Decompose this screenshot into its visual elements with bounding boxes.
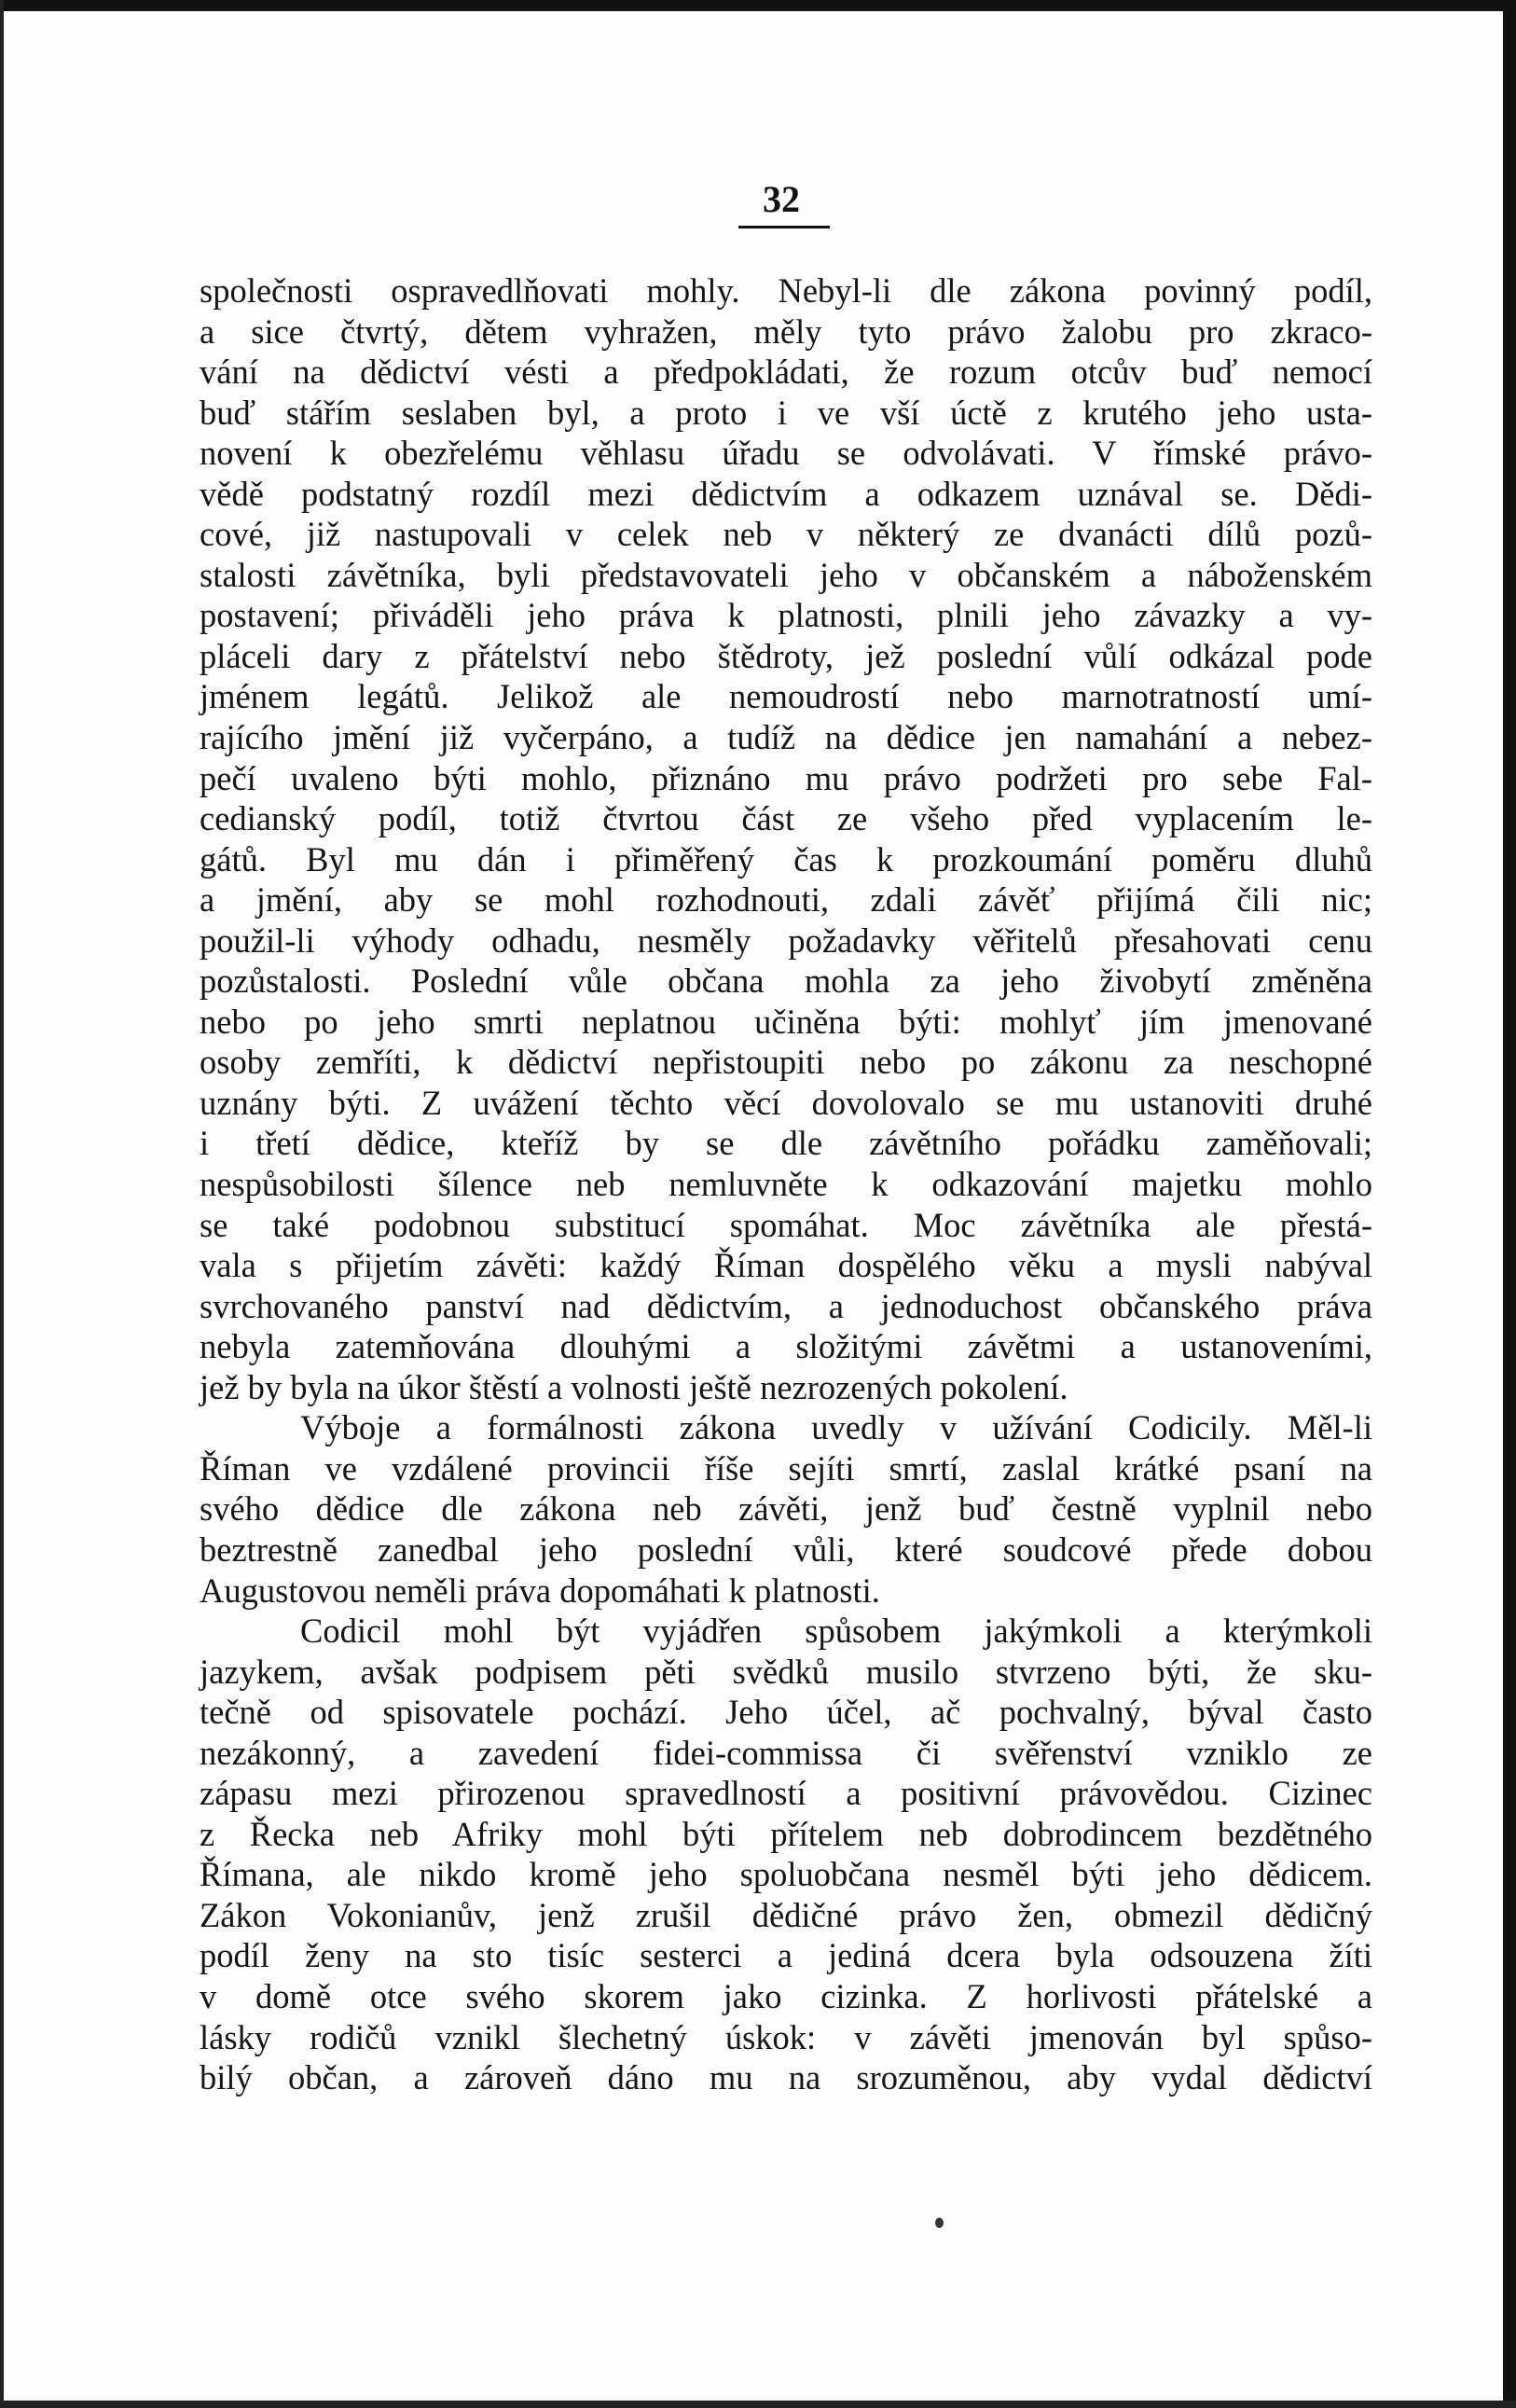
text-line: osoby zemříti, k dědictví nepřistoupiti nebo po zákonu za neschopné <box>200 1043 1372 1082</box>
text-line: tečně od spisovatele pochází. Jeho účel, ač pochvalný, býval často <box>200 1693 1372 1732</box>
text-line: buď stářím seslaben byl, a proto i ve vší úctě z krutého jeho usta- <box>200 393 1372 432</box>
text-line: použil-li výhody odhadu, nesměly požadavky věřitelů přesahovati cenu <box>200 920 1372 960</box>
text-line: Výboje a formálnosti zákona uvedly v užívání Codicily. Měl-li <box>300 1408 1372 1447</box>
scan-border-left <box>0 0 4 2408</box>
text-line: Codicil mohl být vyjádřen spůsobem jakýmkoli a kterýmkoli <box>300 1612 1372 1651</box>
text-line: společnosti ospravedlňovati mohly. Nebyl-li dle zákona povinný podíl, <box>200 271 1372 310</box>
text-line: rajícího jmění již vyčerpáno, a tudíž na dědice jen namahání a nebez- <box>200 718 1372 757</box>
text-line: se také podobnou substitucí spomáhat. Moc závětníka ale přestá- <box>200 1205 1372 1244</box>
text-line: z Řecka neb Afriky mohl býti přítelem neb dobrodincem bezdětného <box>200 1814 1372 1853</box>
page-number-rule <box>738 226 830 228</box>
text-line: nebyla zatemňována dlouhými a složitými závětmi a ustanoveními, <box>200 1327 1372 1366</box>
text-line: jež by byla na úkor štěstí a volnosti ještě nezrozených pokolení. <box>200 1367 1068 1406</box>
text-line: novení k obezřelému věhlasu úřadu se odvolávati. V římské právo- <box>200 434 1372 473</box>
text-line: podíl ženy na sto tisíc sesterci a jediná dcera byla odsouzena žíti <box>200 1936 1372 1975</box>
text-line: cedianský podíl, totiž čtvrtou část ze všeho před vyplacením le- <box>200 799 1372 838</box>
text-line: vědě podstatný rozdíl mezi dědictvím a odkazem uznával se. Dědi- <box>200 474 1372 513</box>
text-line: bilý občan, a zároveň dáno mu na srozuměnou, aby vydal dědictví <box>200 2058 1372 2097</box>
text-line: uznány býti. Z uvážení těchto věcí dovolovalo se mu ustanoviti druhé <box>200 1083 1372 1122</box>
text-line: Říman ve vzdálené provincii říše sejíti smrtí, zaslal krátké psaní na <box>200 1448 1372 1488</box>
text-line: nezákonný, a zavedení fidei-commissa či svěřenství vzniklo ze <box>200 1733 1372 1772</box>
text-line: beztrestně zanedbal jeho poslední vůli, které soudcové přede dobou <box>200 1529 1372 1569</box>
body-text <box>200 270 1372 2098</box>
text-line: nebo po jeho smrti neplatnou učiněna býti: mohlyť jím jmenované <box>200 1002 1372 1041</box>
text-line: gátů. Byl mu dán i přiměřený čas k prozkoumání poměru dluhů <box>200 839 1372 879</box>
text-line: jazykem, avšak podpisem pěti svědků musilo stvrzeno býti, že sku- <box>200 1652 1372 1691</box>
text-line: Zákon Vokonianův, jenž zrušil dědičné právo žen, obmezil dědičný <box>200 1895 1372 1934</box>
text-line: Augustovou neměli práva dopomáhati k platnosti. <box>200 1571 880 1610</box>
text-line: postavení; přiváděli jeho práva k platnosti, plnili jeho závazky a vy- <box>200 596 1372 635</box>
text-line: pozůstalosti. Poslední vůle občana mohla za jeho živobytí změněna <box>200 962 1372 1001</box>
text-line: a jmění, aby se mohl rozhodnouti, zdali závěť přijímá čili nic; <box>200 880 1372 920</box>
text-line: nespůsobilosti šílence neb nemluvněte k odkazování majetku mohlo <box>200 1165 1372 1204</box>
text-line: Římana, ale nikdo kromě jeho spoluobčana nesměl býti jeho dědicem. <box>200 1855 1372 1894</box>
text-line: jménem legátů. Jelikož ale nemoudrostí nebo marnotratností umí- <box>200 677 1372 716</box>
text-line: i třetí dědice, kteříž by se dle závětního pořádku zaměňovali; <box>200 1124 1372 1163</box>
text-line: zápasu mezi přirozenou spravedlností a positivní právovědou. Cizinec <box>200 1774 1372 1813</box>
text-line: pláceli dary z přátelství nebo štědroty, jež poslední vůlí odkázal pode <box>200 636 1372 675</box>
text-line: lásky rodičů vznikl šlechetný úskok: v závěti jmenován byl spůso- <box>200 2017 1372 2056</box>
text-line: stalosti závětníka, byli představovateli jeho v občanském a náboženském <box>200 555 1372 594</box>
text-line: svého dědice dle zákona neb závěti, jenž buď čestně vyplnil nebo <box>200 1489 1372 1529</box>
text-line: pečí uvaleno býti mohlo, přiznáno mu právo podržeti pro sebe Fal- <box>200 758 1372 797</box>
text-line: vala s přijetím závěti: každý Říman dospělého věku a mysli nabýval <box>200 1246 1372 1285</box>
scan-border-top <box>0 0 1516 11</box>
text-line: v domě otce svého skorem jako cizinka. Z horlivosti přátelské a <box>200 1976 1372 2015</box>
text-line: vání na dědictví vésti a předpokládati, že rozum otcův buď nemocí <box>200 353 1372 392</box>
page-number: 32 <box>763 178 800 220</box>
text-line: svrchovaného panství nad dědictvím, a jednoduchost občanského práva <box>200 1286 1372 1325</box>
text-line: cové, již nastupovali v celek neb v některý ze dvanácti dílů pozů- <box>200 515 1372 554</box>
ink-speck <box>935 2218 944 2228</box>
scan-border-right <box>1503 0 1516 2408</box>
scan-border-bottom <box>0 2401 1516 2408</box>
text-line: a sice čtvrtý, dětem vyhražen, měly tyto právo žalobu pro zkraco- <box>200 311 1372 351</box>
